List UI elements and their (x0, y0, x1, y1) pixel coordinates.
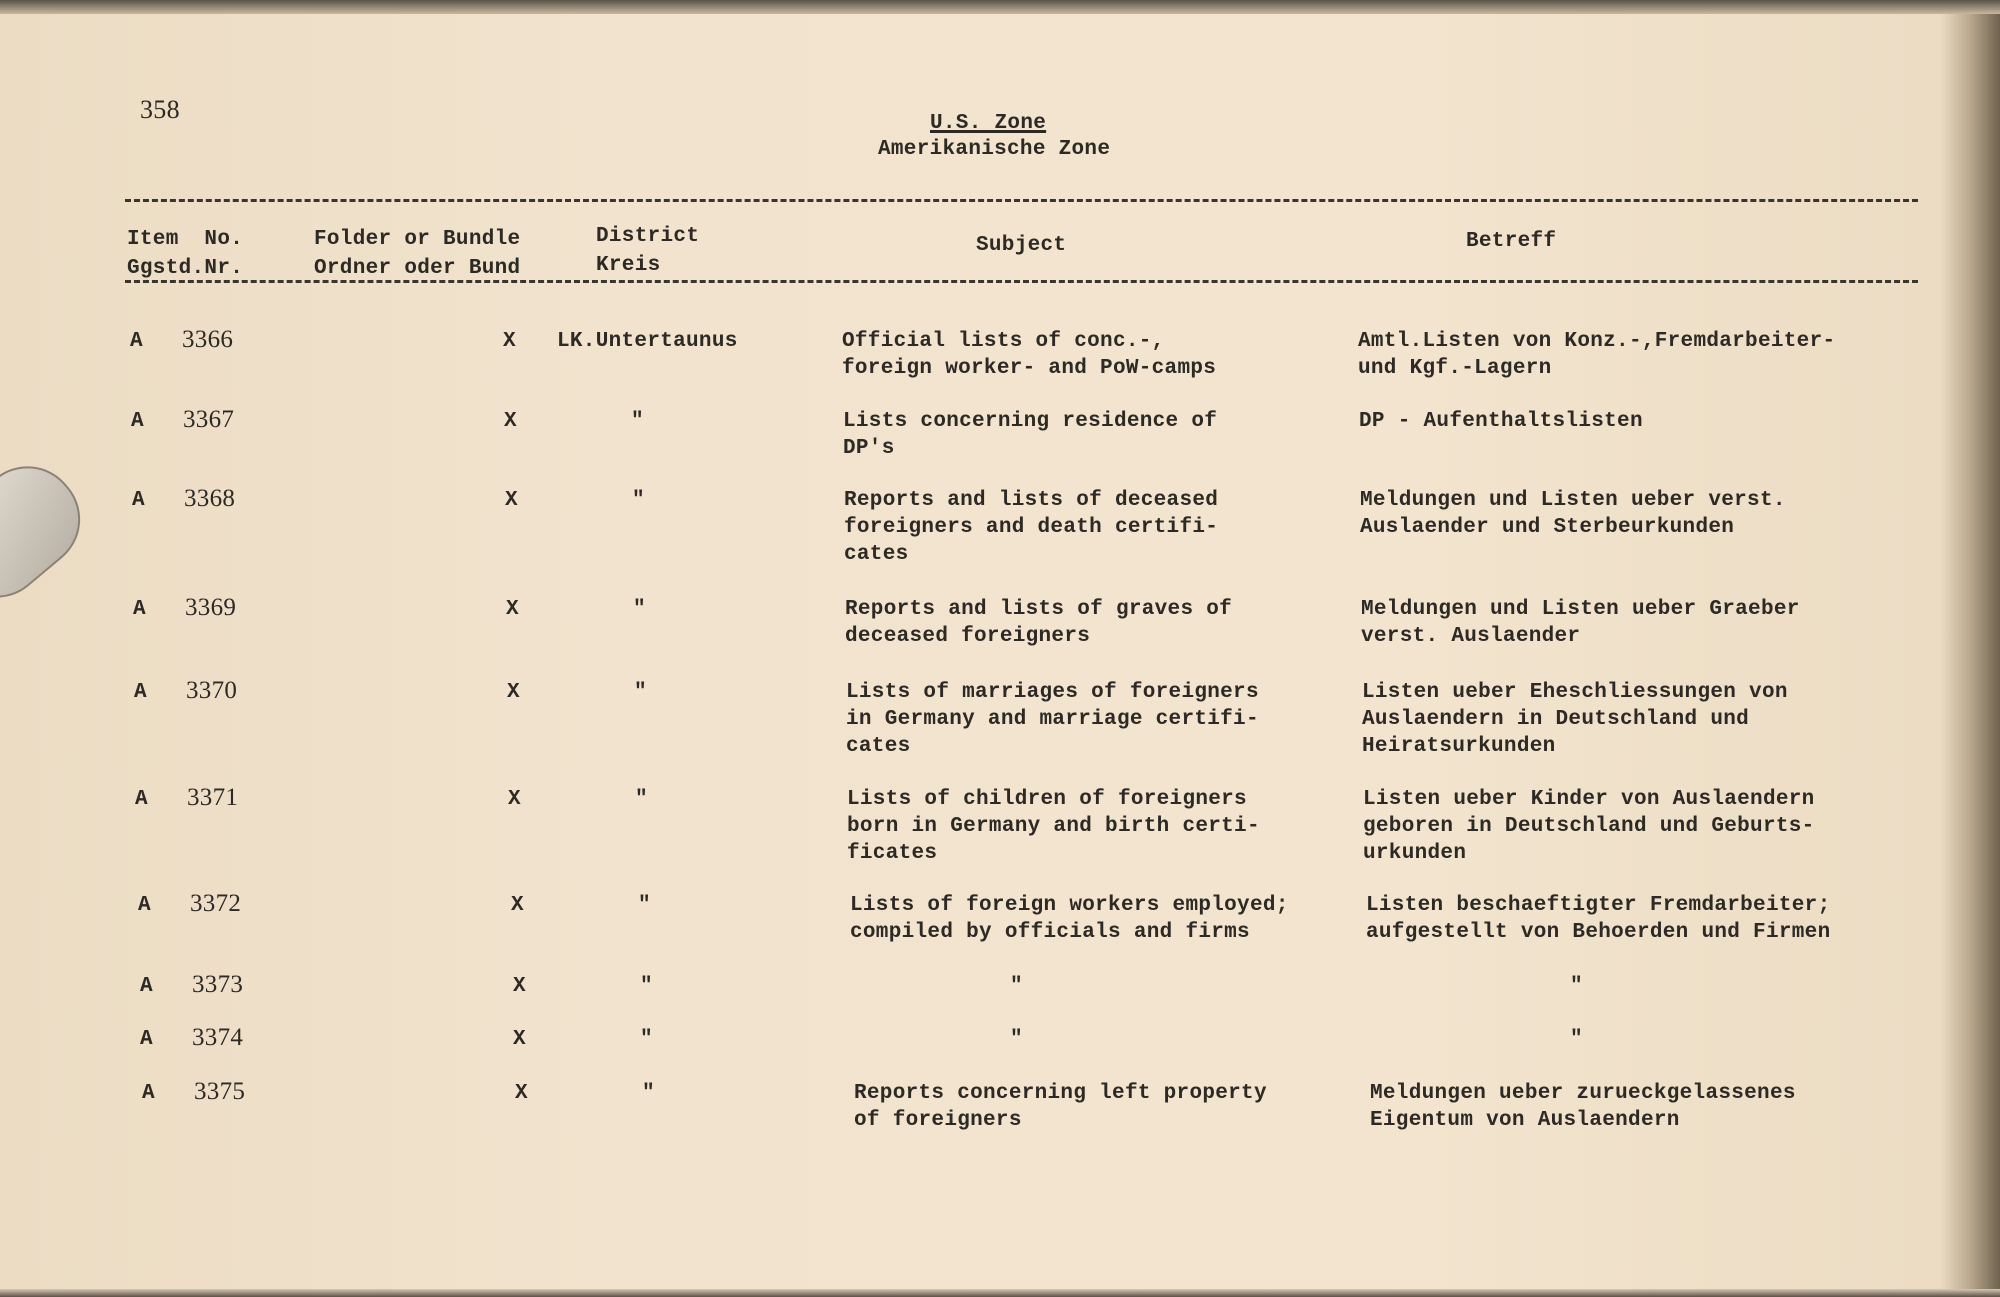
item-prefix: A (138, 894, 151, 917)
scan-bottom-edge (0, 1289, 2000, 1297)
page-number: 358 (140, 95, 180, 124)
col-header-district: District (596, 225, 700, 248)
folder-mark: X (507, 681, 520, 704)
item-prefix: A (135, 788, 148, 811)
item-number: 3370 (186, 677, 238, 704)
item-prefix: A (140, 1028, 153, 1051)
col-header-district-de: Kreis (596, 254, 661, 277)
district: " (633, 598, 646, 621)
col-header-item: Item No. (127, 228, 244, 251)
betreff: Meldungen und Listen ueber Graeber verst. Auslaender (1361, 598, 1800, 648)
district: " (631, 410, 644, 433)
item-number: 3372 (190, 890, 242, 917)
col-header-item-de: Ggstd.Nr. (127, 257, 244, 280)
page-title: U.S. Zone (930, 112, 1047, 135)
district: " (634, 681, 647, 704)
item-prefix: A (134, 681, 147, 704)
item-number: 3375 (194, 1078, 246, 1105)
district: " (640, 1028, 653, 1051)
item-number: 3371 (187, 784, 239, 811)
folder-mark: X (515, 1082, 528, 1105)
scan-top-edge (0, 0, 2000, 14)
betreff: " (1570, 975, 1583, 998)
subject: Lists of foreign workers employed; compiled by officials and firms (850, 894, 1289, 944)
col-header-folder: Folder or Bundle (314, 228, 521, 251)
item-prefix: A (140, 975, 153, 998)
item-prefix: A (133, 598, 146, 621)
item-number: 3366 (182, 326, 234, 353)
item-number: 3374 (192, 1024, 244, 1051)
col-header-betreff: Betreff (1466, 230, 1557, 253)
betreff: " (1570, 1028, 1583, 1051)
subject: Official lists of conc.-, foreign worker- and PoW-camps (842, 330, 1217, 380)
subject: Reports and lists of graves of deceased foreigners (845, 598, 1233, 648)
betreff: Meldungen ueber zurueckgelassenes Eigentum von Auslaendern (1370, 1082, 1796, 1132)
item-number: 3373 (192, 971, 244, 998)
item-number: 3369 (185, 594, 237, 621)
betreff: Listen ueber Kinder von Auslaendern geboren in Deutschland und Geburts- urkunden (1363, 788, 1815, 865)
betreff: Amtl.Listen von Konz.-,Fremdarbeiter- und Kgf.-Lagern (1358, 330, 1836, 380)
district: " (642, 1082, 655, 1105)
betreff: Listen ueber Eheschliessungen von Auslaendern in Deutschland und Heiratsurkunden (1362, 681, 1788, 758)
divider-top (125, 199, 1918, 202)
subject: Reports concerning left property of foreigners (854, 1082, 1267, 1132)
district: " (640, 975, 653, 998)
page-subtitle: Amerikanische Zone (878, 138, 1111, 161)
item-number: 3367 (183, 406, 235, 433)
item-prefix: A (132, 489, 145, 512)
folder-mark: X (504, 410, 517, 433)
item-number: 3368 (184, 485, 236, 512)
subject: " (1010, 975, 1023, 998)
subject: " (1010, 1028, 1023, 1051)
betreff: DP - Aufenthaltslisten (1359, 410, 1643, 433)
folder-mark: X (503, 330, 516, 353)
betreff: Listen beschaeftigter Fremdarbeiter; aufgestellt von Behoerden und Firmen (1366, 894, 1831, 944)
subject: Lists of children of foreigners born in Germany and birth certi- ficates (847, 788, 1260, 865)
folder-mark: X (506, 598, 519, 621)
folder-mark: X (513, 1028, 526, 1051)
folder-mark: X (508, 788, 521, 811)
subject: Lists of marriages of foreigners in Germany and marriage certifi- cates (846, 681, 1259, 758)
divider-header (125, 280, 1918, 283)
subject: Reports and lists of deceased foreigners and death certifi- cates (844, 489, 1219, 566)
item-prefix: A (142, 1082, 155, 1105)
district: " (635, 788, 648, 811)
item-prefix: A (130, 330, 143, 353)
subject: Lists concerning residence of DP's (843, 410, 1218, 460)
district: " (638, 894, 651, 917)
district: LK.Untertaunus (557, 330, 738, 353)
paper-clip (0, 446, 101, 618)
col-header-folder-de: Ordner oder Bund (314, 257, 521, 280)
folder-mark: X (513, 975, 526, 998)
folder-mark: X (511, 894, 524, 917)
col-header-subject: Subject (976, 234, 1067, 257)
item-prefix: A (131, 410, 144, 433)
folder-mark: X (505, 489, 518, 512)
district: " (632, 489, 645, 512)
betreff: Meldungen und Listen ueber verst. Auslaender und Sterbeurkunden (1360, 489, 1786, 539)
